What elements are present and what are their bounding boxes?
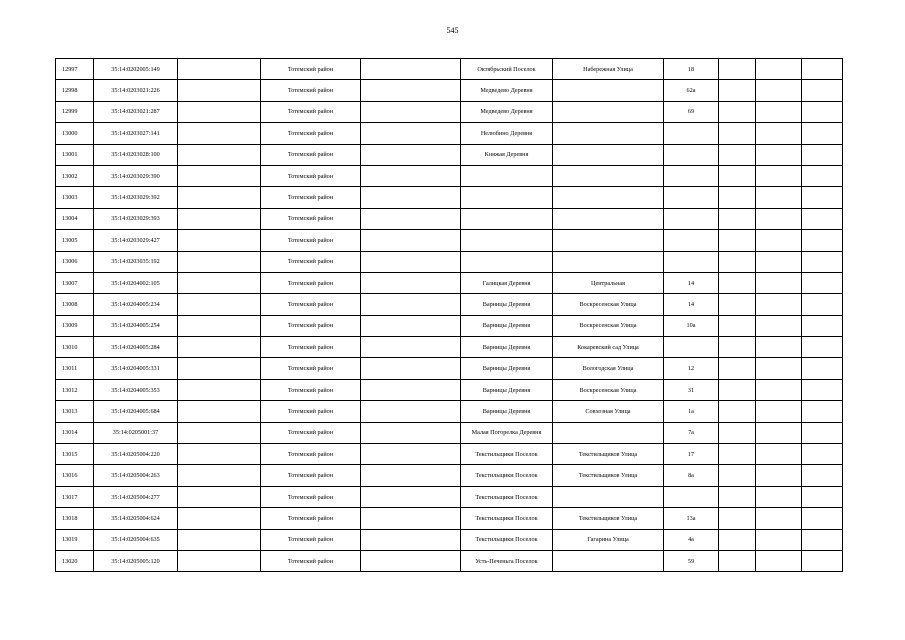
district-cell: Тотемский район bbox=[261, 401, 361, 422]
district-cell: Тотемский район bbox=[261, 272, 361, 293]
empty-cell bbox=[719, 101, 756, 122]
house-number-cell: 13а bbox=[664, 508, 719, 529]
row-number-cell: 13019 bbox=[56, 529, 94, 550]
district-cell: Тотемский район bbox=[261, 444, 361, 465]
empty-cell bbox=[361, 444, 461, 465]
locality-cell: Текстильщики Поселок bbox=[461, 444, 553, 465]
empty-cell bbox=[802, 59, 843, 80]
empty-cell bbox=[756, 123, 802, 144]
empty-cell bbox=[756, 101, 802, 122]
empty-cell bbox=[361, 486, 461, 507]
street-cell: Воскресенская Улица bbox=[553, 294, 664, 315]
empty-cell bbox=[802, 165, 843, 186]
empty-cell bbox=[361, 529, 461, 550]
district-cell: Тотемский район bbox=[261, 465, 361, 486]
cadastral-number-cell: 35:14:0203029:392 bbox=[94, 187, 178, 208]
cadastral-number-cell: 35:14:0203029:390 bbox=[94, 165, 178, 186]
empty-cell bbox=[178, 144, 261, 165]
cadastral-number-cell: 35:14:0204005:234 bbox=[94, 294, 178, 315]
table-row bbox=[56, 59, 843, 80]
locality-cell bbox=[461, 230, 553, 251]
street-cell bbox=[553, 123, 664, 144]
district-cell: Тотемский район bbox=[261, 294, 361, 315]
house-number-cell bbox=[664, 230, 719, 251]
empty-cell bbox=[756, 486, 802, 507]
empty-cell bbox=[361, 294, 461, 315]
table-row bbox=[56, 486, 843, 507]
locality-cell: Медведево Деревня bbox=[461, 101, 553, 122]
empty-cell bbox=[178, 101, 261, 122]
empty-cell bbox=[802, 422, 843, 443]
empty-cell bbox=[756, 529, 802, 550]
empty-cell bbox=[361, 315, 461, 336]
cadastral-number-cell: 35:14:0205004:635 bbox=[94, 529, 178, 550]
empty-cell bbox=[756, 315, 802, 336]
empty-cell bbox=[178, 401, 261, 422]
row-number-cell: 13006 bbox=[56, 251, 94, 272]
house-number-cell bbox=[664, 165, 719, 186]
empty-cell bbox=[756, 337, 802, 358]
empty-cell bbox=[802, 401, 843, 422]
street-cell: Кокаревский сад Улица bbox=[553, 337, 664, 358]
empty-cell bbox=[178, 550, 261, 571]
cadastral-number-cell: 35:14:0204002:105 bbox=[94, 272, 178, 293]
empty-cell bbox=[719, 230, 756, 251]
table-row bbox=[56, 251, 843, 272]
cadastral-number-cell: 35:14:0205005:120 bbox=[94, 550, 178, 571]
empty-cell bbox=[802, 144, 843, 165]
empty-cell bbox=[756, 165, 802, 186]
empty-cell bbox=[178, 208, 261, 229]
empty-cell bbox=[756, 208, 802, 229]
empty-cell bbox=[756, 379, 802, 400]
house-number-cell bbox=[664, 123, 719, 144]
house-number-cell bbox=[664, 144, 719, 165]
cadastral-number-cell: 35:14:0205001:37 bbox=[94, 422, 178, 443]
street-cell: Набережная Улица bbox=[553, 59, 664, 80]
house-number-cell bbox=[664, 208, 719, 229]
locality-cell bbox=[461, 251, 553, 272]
house-number-cell bbox=[664, 337, 719, 358]
locality-cell: Княжая Деревня bbox=[461, 144, 553, 165]
empty-cell bbox=[756, 144, 802, 165]
locality-cell: Варницы Деревня bbox=[461, 315, 553, 336]
street-cell bbox=[553, 251, 664, 272]
empty-cell bbox=[719, 465, 756, 486]
table-row bbox=[56, 444, 843, 465]
empty-cell bbox=[756, 444, 802, 465]
locality-cell: Текстильщики Поселок bbox=[461, 486, 553, 507]
house-number-cell: 14 bbox=[664, 294, 719, 315]
empty-cell bbox=[178, 165, 261, 186]
empty-cell bbox=[756, 508, 802, 529]
district-cell: Тотемский район bbox=[261, 123, 361, 144]
empty-cell bbox=[802, 123, 843, 144]
empty-cell bbox=[719, 165, 756, 186]
empty-cell bbox=[719, 187, 756, 208]
empty-cell bbox=[719, 315, 756, 336]
street-cell: Текстильщиков Улица bbox=[553, 508, 664, 529]
empty-cell bbox=[178, 379, 261, 400]
row-number-cell: 12997 bbox=[56, 59, 94, 80]
empty-cell bbox=[361, 550, 461, 571]
house-number-cell: 1а bbox=[664, 401, 719, 422]
house-number-cell: 12 bbox=[664, 358, 719, 379]
empty-cell bbox=[719, 529, 756, 550]
cadastral-number-cell: 35:14:0203021:287 bbox=[94, 101, 178, 122]
empty-cell bbox=[719, 294, 756, 315]
district-cell: Тотемский район bbox=[261, 337, 361, 358]
locality-cell: Нелюбино Деревня bbox=[461, 123, 553, 144]
empty-cell bbox=[361, 165, 461, 186]
empty-cell bbox=[719, 144, 756, 165]
table-row bbox=[56, 529, 843, 550]
table-row bbox=[56, 123, 843, 144]
empty-cell bbox=[756, 187, 802, 208]
empty-cell bbox=[756, 251, 802, 272]
empty-cell bbox=[178, 358, 261, 379]
empty-cell bbox=[802, 550, 843, 571]
street-cell: Воскресенская Улица bbox=[553, 379, 664, 400]
district-cell: Тотемский район bbox=[261, 144, 361, 165]
district-cell: Тотемский район bbox=[261, 315, 361, 336]
table-row bbox=[56, 358, 843, 379]
page-number: 545 bbox=[446, 26, 459, 35]
empty-cell bbox=[178, 337, 261, 358]
empty-cell bbox=[802, 337, 843, 358]
table-row bbox=[56, 101, 843, 122]
district-cell: Тотемский район bbox=[261, 529, 361, 550]
empty-cell bbox=[719, 337, 756, 358]
empty-cell bbox=[361, 358, 461, 379]
empty-cell bbox=[178, 123, 261, 144]
empty-cell bbox=[361, 422, 461, 443]
row-number-cell: 13018 bbox=[56, 508, 94, 529]
house-number-cell: 4а bbox=[664, 529, 719, 550]
house-number-cell: 7а bbox=[664, 422, 719, 443]
district-cell: Тотемский район bbox=[261, 187, 361, 208]
row-number-cell: 13020 bbox=[56, 550, 94, 571]
row-number-cell: 13005 bbox=[56, 230, 94, 251]
cadastral-number-cell: 35:14:0204005:331 bbox=[94, 358, 178, 379]
empty-cell bbox=[802, 187, 843, 208]
street-cell: Совхозная Улица bbox=[553, 401, 664, 422]
table-row bbox=[56, 187, 843, 208]
empty-cell bbox=[802, 101, 843, 122]
row-number-cell: 13003 bbox=[56, 187, 94, 208]
street-cell bbox=[553, 80, 664, 101]
house-number-cell: 8а bbox=[664, 465, 719, 486]
empty-cell bbox=[361, 379, 461, 400]
empty-cell bbox=[361, 230, 461, 251]
street-cell: Текстильщиков Улица bbox=[553, 465, 664, 486]
house-number-cell: 59 bbox=[664, 550, 719, 571]
locality-cell: Варницы Деревня bbox=[461, 379, 553, 400]
empty-cell bbox=[361, 337, 461, 358]
row-number-cell: 13002 bbox=[56, 165, 94, 186]
table-row bbox=[56, 337, 843, 358]
locality-cell: Октябрьский Поселок bbox=[461, 59, 553, 80]
empty-cell bbox=[178, 294, 261, 315]
row-number-cell: 12999 bbox=[56, 101, 94, 122]
district-cell: Тотемский район bbox=[261, 422, 361, 443]
house-number-cell: 10а bbox=[664, 315, 719, 336]
empty-cell bbox=[719, 550, 756, 571]
street-cell bbox=[553, 422, 664, 443]
empty-cell bbox=[361, 465, 461, 486]
empty-cell bbox=[361, 187, 461, 208]
empty-cell bbox=[178, 187, 261, 208]
empty-cell bbox=[719, 272, 756, 293]
table-row bbox=[56, 208, 843, 229]
cadastral-number-cell: 35:14:0205004:624 bbox=[94, 508, 178, 529]
empty-cell bbox=[802, 80, 843, 101]
table-row bbox=[56, 272, 843, 293]
empty-cell bbox=[756, 465, 802, 486]
empty-cell bbox=[719, 379, 756, 400]
street-cell: Текстильщиков Улица bbox=[553, 444, 664, 465]
empty-cell bbox=[178, 465, 261, 486]
empty-cell bbox=[361, 101, 461, 122]
house-number-cell: 62а bbox=[664, 80, 719, 101]
empty-cell bbox=[719, 401, 756, 422]
house-number-cell: 18 bbox=[664, 59, 719, 80]
cadastral-number-cell: 35:14:0202005:149 bbox=[94, 59, 178, 80]
street-cell bbox=[553, 165, 664, 186]
district-cell: Тотемский район bbox=[261, 379, 361, 400]
locality-cell: Варницы Деревня bbox=[461, 358, 553, 379]
empty-cell bbox=[719, 80, 756, 101]
empty-cell bbox=[802, 465, 843, 486]
street-cell: Центральная bbox=[553, 272, 664, 293]
house-number-cell: 31 bbox=[664, 379, 719, 400]
row-number-cell: 13011 bbox=[56, 358, 94, 379]
empty-cell bbox=[361, 401, 461, 422]
table-row bbox=[56, 379, 843, 400]
cadastral-number-cell: 35:14:0203027:141 bbox=[94, 123, 178, 144]
empty-cell bbox=[361, 80, 461, 101]
house-number-cell bbox=[664, 486, 719, 507]
street-cell: Гагарина Улица bbox=[553, 529, 664, 550]
empty-cell bbox=[802, 358, 843, 379]
locality-cell bbox=[461, 165, 553, 186]
empty-cell bbox=[802, 444, 843, 465]
district-cell: Тотемский район bbox=[261, 208, 361, 229]
empty-cell bbox=[719, 486, 756, 507]
empty-cell bbox=[361, 59, 461, 80]
empty-cell bbox=[361, 144, 461, 165]
locality-cell: Усть-Печеньга Поселок bbox=[461, 550, 553, 571]
empty-cell bbox=[178, 80, 261, 101]
table-row bbox=[56, 230, 843, 251]
row-number-cell: 12998 bbox=[56, 80, 94, 101]
empty-cell bbox=[361, 272, 461, 293]
district-cell: Тотемский район bbox=[261, 251, 361, 272]
district-cell: Тотемский район bbox=[261, 59, 361, 80]
row-number-cell: 13014 bbox=[56, 422, 94, 443]
empty-cell bbox=[756, 294, 802, 315]
empty-cell bbox=[361, 208, 461, 229]
empty-cell bbox=[802, 315, 843, 336]
street-cell: Вологодская Улица bbox=[553, 358, 664, 379]
table-row bbox=[56, 315, 843, 336]
row-number-cell: 13000 bbox=[56, 123, 94, 144]
empty-cell bbox=[802, 230, 843, 251]
table-row bbox=[56, 465, 843, 486]
street-cell: Воскресенская Улица bbox=[553, 315, 664, 336]
street-cell bbox=[553, 187, 664, 208]
empty-cell bbox=[719, 508, 756, 529]
cadastral-number-cell: 35:14:0204005:353 bbox=[94, 379, 178, 400]
table-row bbox=[56, 401, 843, 422]
cadastral-number-cell: 35:14:0203021:226 bbox=[94, 80, 178, 101]
empty-cell bbox=[178, 272, 261, 293]
empty-cell bbox=[802, 508, 843, 529]
row-number-cell: 13007 bbox=[56, 272, 94, 293]
locality-cell: Варницы Деревня bbox=[461, 337, 553, 358]
empty-cell bbox=[719, 251, 756, 272]
district-cell: Тотемский район bbox=[261, 230, 361, 251]
row-number-cell: 13013 bbox=[56, 401, 94, 422]
district-cell: Тотемский район bbox=[261, 165, 361, 186]
cadastral-number-cell: 35:14:0203029:427 bbox=[94, 230, 178, 251]
empty-cell bbox=[178, 59, 261, 80]
cadastral-number-cell: 35:14:0203028:100 bbox=[94, 144, 178, 165]
empty-cell bbox=[802, 529, 843, 550]
cadastral-number-cell: 35:14:0203035:192 bbox=[94, 251, 178, 272]
empty-cell bbox=[178, 422, 261, 443]
table-row bbox=[56, 550, 843, 571]
empty-cell bbox=[802, 251, 843, 272]
row-number-cell: 13004 bbox=[56, 208, 94, 229]
cadastral-number-cell: 35:14:0204005:254 bbox=[94, 315, 178, 336]
locality-cell: Варницы Деревня bbox=[461, 401, 553, 422]
row-number-cell: 13012 bbox=[56, 379, 94, 400]
empty-cell bbox=[756, 422, 802, 443]
table-row bbox=[56, 294, 843, 315]
cadastral-number-cell: 35:14:0204005:284 bbox=[94, 337, 178, 358]
empty-cell bbox=[756, 59, 802, 80]
empty-cell bbox=[802, 272, 843, 293]
house-number-cell bbox=[664, 187, 719, 208]
row-number-cell: 13016 bbox=[56, 465, 94, 486]
locality-cell: Галицкая Деревня bbox=[461, 272, 553, 293]
empty-cell bbox=[719, 59, 756, 80]
district-cell: Тотемский район bbox=[261, 358, 361, 379]
district-cell: Тотемский район bbox=[261, 508, 361, 529]
district-cell: Тотемский район bbox=[261, 486, 361, 507]
locality-cell bbox=[461, 208, 553, 229]
house-number-cell: 69 bbox=[664, 101, 719, 122]
empty-cell bbox=[756, 358, 802, 379]
empty-cell bbox=[719, 358, 756, 379]
street-cell bbox=[553, 230, 664, 251]
cadastral-number-cell: 35:14:0204005:684 bbox=[94, 401, 178, 422]
street-cell bbox=[553, 550, 664, 571]
district-cell: Тотемский район bbox=[261, 550, 361, 571]
row-number-cell: 13001 bbox=[56, 144, 94, 165]
row-number-cell: 13009 bbox=[56, 315, 94, 336]
table-row bbox=[56, 80, 843, 101]
empty-cell bbox=[178, 444, 261, 465]
house-number-cell bbox=[664, 251, 719, 272]
table-row bbox=[56, 165, 843, 186]
empty-cell bbox=[802, 486, 843, 507]
empty-cell bbox=[178, 251, 261, 272]
empty-cell bbox=[361, 508, 461, 529]
house-number-cell: 17 bbox=[664, 444, 719, 465]
table-body bbox=[56, 59, 843, 572]
street-cell bbox=[553, 144, 664, 165]
empty-cell bbox=[178, 486, 261, 507]
table-row bbox=[56, 144, 843, 165]
district-cell: Тотемский район bbox=[261, 101, 361, 122]
empty-cell bbox=[802, 208, 843, 229]
empty-cell bbox=[361, 123, 461, 144]
street-cell bbox=[553, 101, 664, 122]
row-number-cell: 13017 bbox=[56, 486, 94, 507]
empty-cell bbox=[361, 251, 461, 272]
empty-cell bbox=[756, 401, 802, 422]
street-cell bbox=[553, 208, 664, 229]
locality-cell: Медведево Деревня bbox=[461, 80, 553, 101]
street-cell bbox=[553, 486, 664, 507]
locality-cell: Варницы Деревня bbox=[461, 294, 553, 315]
locality-cell: Малая Погорелка Деревня bbox=[461, 422, 553, 443]
row-number-cell: 13010 bbox=[56, 337, 94, 358]
empty-cell bbox=[178, 529, 261, 550]
locality-cell bbox=[461, 187, 553, 208]
empty-cell bbox=[719, 123, 756, 144]
cadastral-number-cell: 35:14:0205004:263 bbox=[94, 465, 178, 486]
empty-cell bbox=[756, 80, 802, 101]
empty-cell bbox=[178, 315, 261, 336]
locality-cell: Текстильщики Поселок bbox=[461, 529, 553, 550]
locality-cell: Текстильщики Поселок bbox=[461, 508, 553, 529]
empty-cell bbox=[756, 230, 802, 251]
empty-cell bbox=[178, 230, 261, 251]
table-row bbox=[56, 422, 843, 443]
locality-cell: Текстильщики Поселок bbox=[461, 465, 553, 486]
empty-cell bbox=[719, 422, 756, 443]
empty-cell bbox=[802, 379, 843, 400]
cadastral-number-cell: 35:14:0205004:220 bbox=[94, 444, 178, 465]
cadastral-number-cell: 35:14:0203029:393 bbox=[94, 208, 178, 229]
empty-cell bbox=[756, 272, 802, 293]
cadastral-number-cell: 35:14:0205004:277 bbox=[94, 486, 178, 507]
empty-cell bbox=[802, 294, 843, 315]
district-cell: Тотемский район bbox=[261, 80, 361, 101]
row-number-cell: 13008 bbox=[56, 294, 94, 315]
empty-cell bbox=[178, 508, 261, 529]
empty-cell bbox=[719, 444, 756, 465]
empty-cell bbox=[719, 208, 756, 229]
empty-cell bbox=[756, 550, 802, 571]
registry-table bbox=[55, 58, 843, 572]
house-number-cell: 14 bbox=[664, 272, 719, 293]
table-row bbox=[56, 508, 843, 529]
row-number-cell: 13015 bbox=[56, 444, 94, 465]
